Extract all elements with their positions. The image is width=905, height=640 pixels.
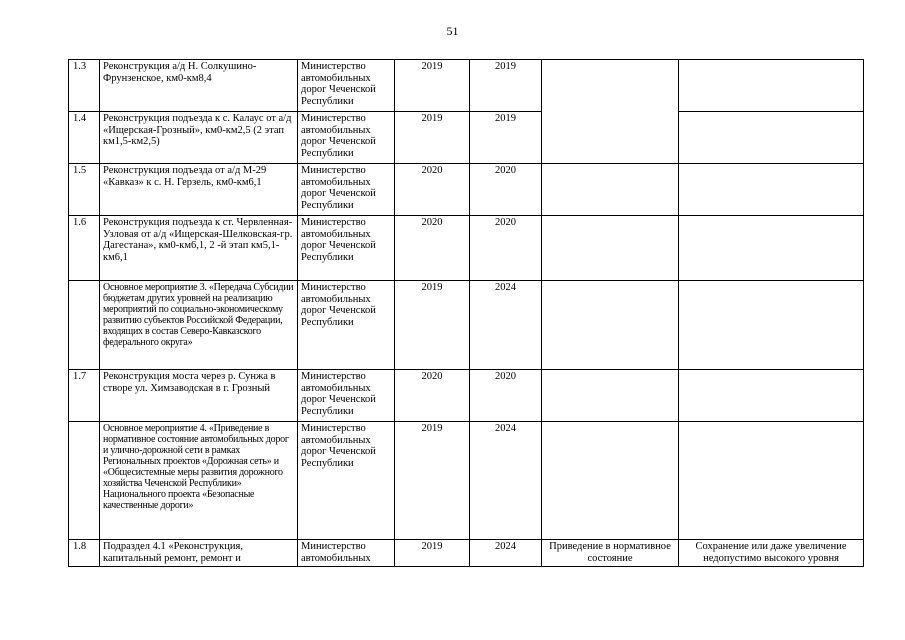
consequence-cell <box>679 216 864 281</box>
measure-name: Основное мероприятие 3. «Передача Субсидии бюджетам других уровней на реализацию мероприятий по социально-экономическому развитию субъектов Российской Федерации, входящих в состав Северо-Кавказского федерального округа» <box>100 281 298 370</box>
table-row <box>69 540 864 567</box>
program-table <box>68 59 864 567</box>
row-number: 1.5 <box>69 164 100 216</box>
consequence-cell <box>679 422 864 540</box>
table-row <box>69 60 864 112</box>
measure-name: Реконструкция подъезда к с. Калаус от а/д «Ищерская-Грозный», км0-км2,5 (2 этап км1,5-км2,5) <box>100 112 298 164</box>
end-year: 2019 <box>470 112 542 164</box>
consequence-cell <box>679 112 864 164</box>
consequence-cell <box>679 370 864 422</box>
end-year: 2019 <box>470 60 542 112</box>
responsible-org: Министерство автомобильных дорог Чеченской Республики <box>298 164 395 216</box>
start-year: 2020 <box>395 370 470 422</box>
start-year: 2019 <box>395 60 470 112</box>
row-number: 1.7 <box>69 370 100 422</box>
table-row <box>69 164 864 216</box>
start-year: 2019 <box>395 422 470 540</box>
consequence-cell <box>679 60 864 112</box>
consequence-cell <box>679 281 864 370</box>
measure-name: Основное мероприятие 4. «Приведение в нормативное состояние автомобильных дорог и улично-дорожной сети в рамках Региональных проектов «Дорожная сеть» и «Общесистемные меры развития дорожного хозяйства Чеченской Республики» Национального проекта «Безопасные качественные дороги» <box>100 422 298 540</box>
end-year: 2024 <box>470 422 542 540</box>
responsible-org: Министерство автомобильных дорог Чеченской Республики <box>298 216 395 281</box>
end-year: 2020 <box>470 370 542 422</box>
expected-result-cell <box>542 370 679 422</box>
measure-name: Реконструкция а/д Н. Солкушино-Фрунзенское, км0-км8,4 <box>100 60 298 112</box>
measure-name: Реконструкция подъезда к ст. Червленная-Узловая от а/д «Ищерская-Шелковская-гр. Дагестана», км0-км6,1, 2 -й этап км5,1-км6,1 <box>100 216 298 281</box>
measure-name: Реконструкция подъезда от а/д М-29 «Кавказ» к с. Н. Герзель, км0-км6,1 <box>100 164 298 216</box>
row-number: 1.8 <box>69 540 100 567</box>
end-year: 2020 <box>470 216 542 281</box>
end-year: 2024 <box>470 281 542 370</box>
row-number: 1.3 <box>69 60 100 112</box>
measure-name: Подраздел 4.1 «Реконструкция, капитальный ремонт, ремонт и <box>100 540 298 567</box>
start-year: 2019 <box>395 540 470 567</box>
page-number: 51 <box>446 24 459 38</box>
start-year: 2020 <box>395 216 470 281</box>
measure-name: Реконструкция моста через р. Сунжа в створе ул. Химзаводская в г. Грозный <box>100 370 298 422</box>
row-number: 1.6 <box>69 216 100 281</box>
end-year: 2020 <box>470 164 542 216</box>
table-row <box>69 422 864 540</box>
start-year: 2019 <box>395 281 470 370</box>
consequence-cell <box>679 164 864 216</box>
table-row <box>69 281 864 370</box>
expected-result-cell <box>542 281 679 370</box>
start-year: 2020 <box>395 164 470 216</box>
row-number: 1.4 <box>69 112 100 164</box>
consequence: Сохранение или даже увеличение недопустимо высокого уровня <box>679 540 864 567</box>
expected-result-cell <box>542 216 679 281</box>
responsible-org: Министерство автомобильных дорог Чеченской Республики <box>298 60 395 112</box>
expected-result-cell <box>542 164 679 216</box>
expected-result-cell <box>542 422 679 540</box>
start-year: 2019 <box>395 112 470 164</box>
expected-result: Приведение в нормативное состояние <box>542 540 679 567</box>
table-row <box>69 112 864 164</box>
responsible-org: Министерство автомобильных дорог Чеченской Республики <box>298 370 395 422</box>
table-row <box>69 216 864 281</box>
responsible-org: Министерство автомобильных дорог Чеченской Республики <box>298 112 395 164</box>
responsible-org: Министерство автомобильных <box>298 540 395 567</box>
responsible-org: Министерство автомобильных дорог Чеченской Республики <box>298 422 395 540</box>
table-row <box>69 370 864 422</box>
expected-result-cell <box>542 60 679 164</box>
row-number <box>69 422 100 540</box>
responsible-org: Министерство автомобильных дорог Чеченской Республики <box>298 281 395 370</box>
end-year: 2024 <box>470 540 542 567</box>
row-number <box>69 281 100 370</box>
